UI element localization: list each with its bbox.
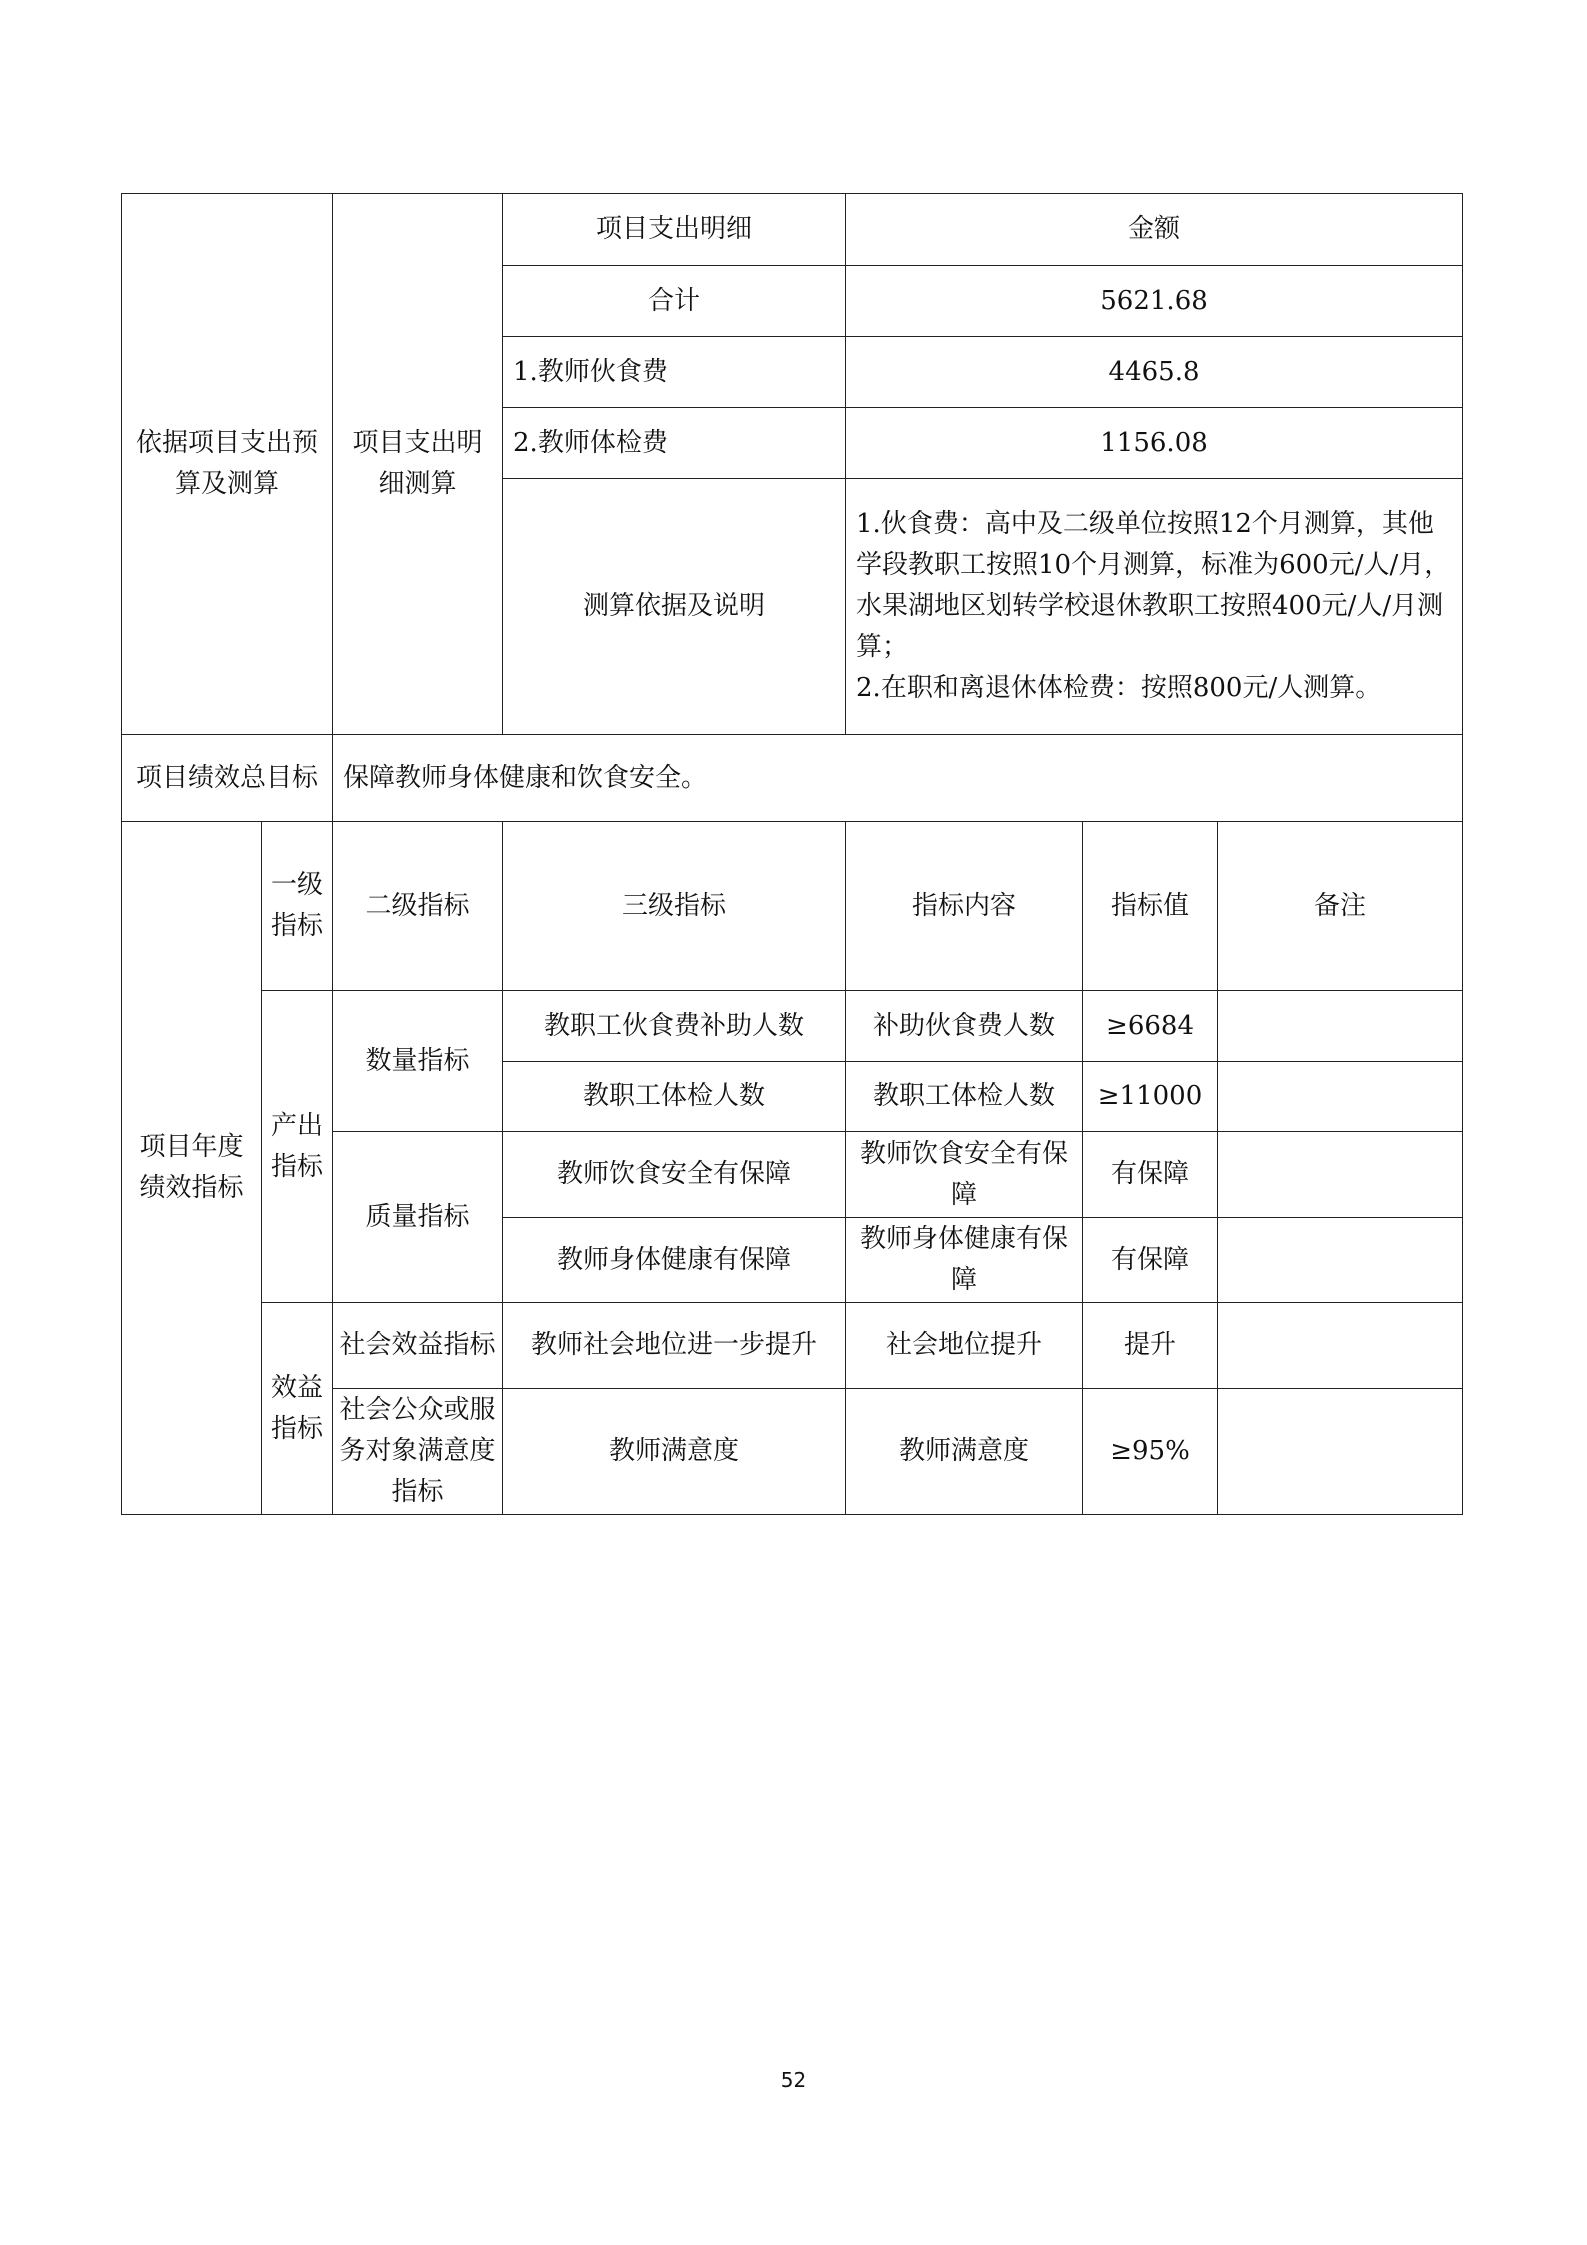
value-cell: 有保障 <box>1083 1218 1218 1303</box>
level3-cell: 教师身体健康有保障 <box>503 1218 846 1303</box>
basis-text <box>846 479 1463 735</box>
content-cell: 社会地位提升 <box>846 1303 1083 1389</box>
content-cell: 补助伙食费人数 <box>846 991 1083 1062</box>
remark-cell <box>1218 1132 1463 1218</box>
level3-cell: 教职工伙食费补助人数 <box>503 991 846 1062</box>
basis-line: 2.在职和离退休体检费：按照800元/人测算。 <box>856 673 1382 703</box>
level3-cell: 教职工体检人数 <box>503 1062 846 1132</box>
content-cell: 教师满意度 <box>846 1389 1083 1515</box>
remark-cell <box>1218 1389 1463 1515</box>
output-indicator-label: 产出指标 <box>262 991 333 1303</box>
expense-item-value: 1156.08 <box>846 408 1463 479</box>
budget-sub-label: 项目支出明细测算 <box>333 194 503 735</box>
total-label: 合计 <box>503 266 846 337</box>
goal-label: 项目绩效总目标 <box>122 735 333 822</box>
quality-indicator-label: 质量指标 <box>333 1132 503 1303</box>
value-cell: ≥11000 <box>1083 1062 1218 1132</box>
benefit-indicator-label: 效益指标 <box>262 1303 333 1515</box>
value-cell: 提升 <box>1083 1303 1218 1389</box>
page-number: 52 <box>780 2068 807 2092</box>
remark-cell <box>1218 1218 1463 1303</box>
expense-item-value: 4465.8 <box>846 337 1463 408</box>
level2-header: 二级指标 <box>333 822 503 991</box>
value-cell: ≥95% <box>1083 1389 1218 1515</box>
value-cell: 有保障 <box>1083 1132 1218 1218</box>
level3-cell: 教师社会地位进一步提升 <box>503 1303 846 1389</box>
value-cell: ≥6684 <box>1083 991 1218 1062</box>
content-header: 指标内容 <box>846 822 1083 991</box>
remark-cell <box>1218 1303 1463 1389</box>
level1-header: 一级指标 <box>262 822 333 991</box>
indicators-section-label: 项目年度绩效指标 <box>122 822 262 1515</box>
total-value: 5621.68 <box>846 266 1463 337</box>
level3-cell: 教师满意度 <box>503 1389 846 1515</box>
table-row <box>122 991 1463 1062</box>
basis-line: 1.伙食费：高中及二级单位按照12个月测算，其他学段教职工按照10个月测算，标准为600元/人/月，水果湖地区划转学校退休教职工按照400元/人/月测算； <box>856 509 1451 662</box>
performance-budget-table <box>121 193 1463 1515</box>
table-row <box>122 1303 1463 1389</box>
content-cell: 教师身体健康有保障 <box>846 1218 1083 1303</box>
amount-header: 金额 <box>846 194 1463 266</box>
quantity-indicator-label: 数量指标 <box>333 991 503 1132</box>
content-cell: 教师饮食安全有保障 <box>846 1132 1083 1218</box>
basis-label: 测算依据及说明 <box>503 479 846 735</box>
expense-item-header: 项目支出明细 <box>503 194 846 266</box>
satisfaction-indicator-label: 社会公众或服务对象满意度指标 <box>333 1389 503 1515</box>
level3-cell: 教师饮食安全有保障 <box>503 1132 846 1218</box>
expense-item-label: 2.教师体检费 <box>503 408 846 479</box>
social-benefit-label: 社会效益指标 <box>333 1303 503 1389</box>
content-cell: 教职工体检人数 <box>846 1062 1083 1132</box>
expense-item-label: 1.教师伙食费 <box>503 337 846 408</box>
budget-section-label: 依据项目支出预算及测算 <box>122 194 333 735</box>
value-header: 指标值 <box>1083 822 1218 991</box>
level3-header: 三级指标 <box>503 822 846 991</box>
remark-cell <box>1218 991 1463 1062</box>
remark-header: 备注 <box>1218 822 1463 991</box>
remark-cell <box>1218 1062 1463 1132</box>
goal-text: 保障教师身体健康和饮食安全。 <box>333 735 1463 822</box>
